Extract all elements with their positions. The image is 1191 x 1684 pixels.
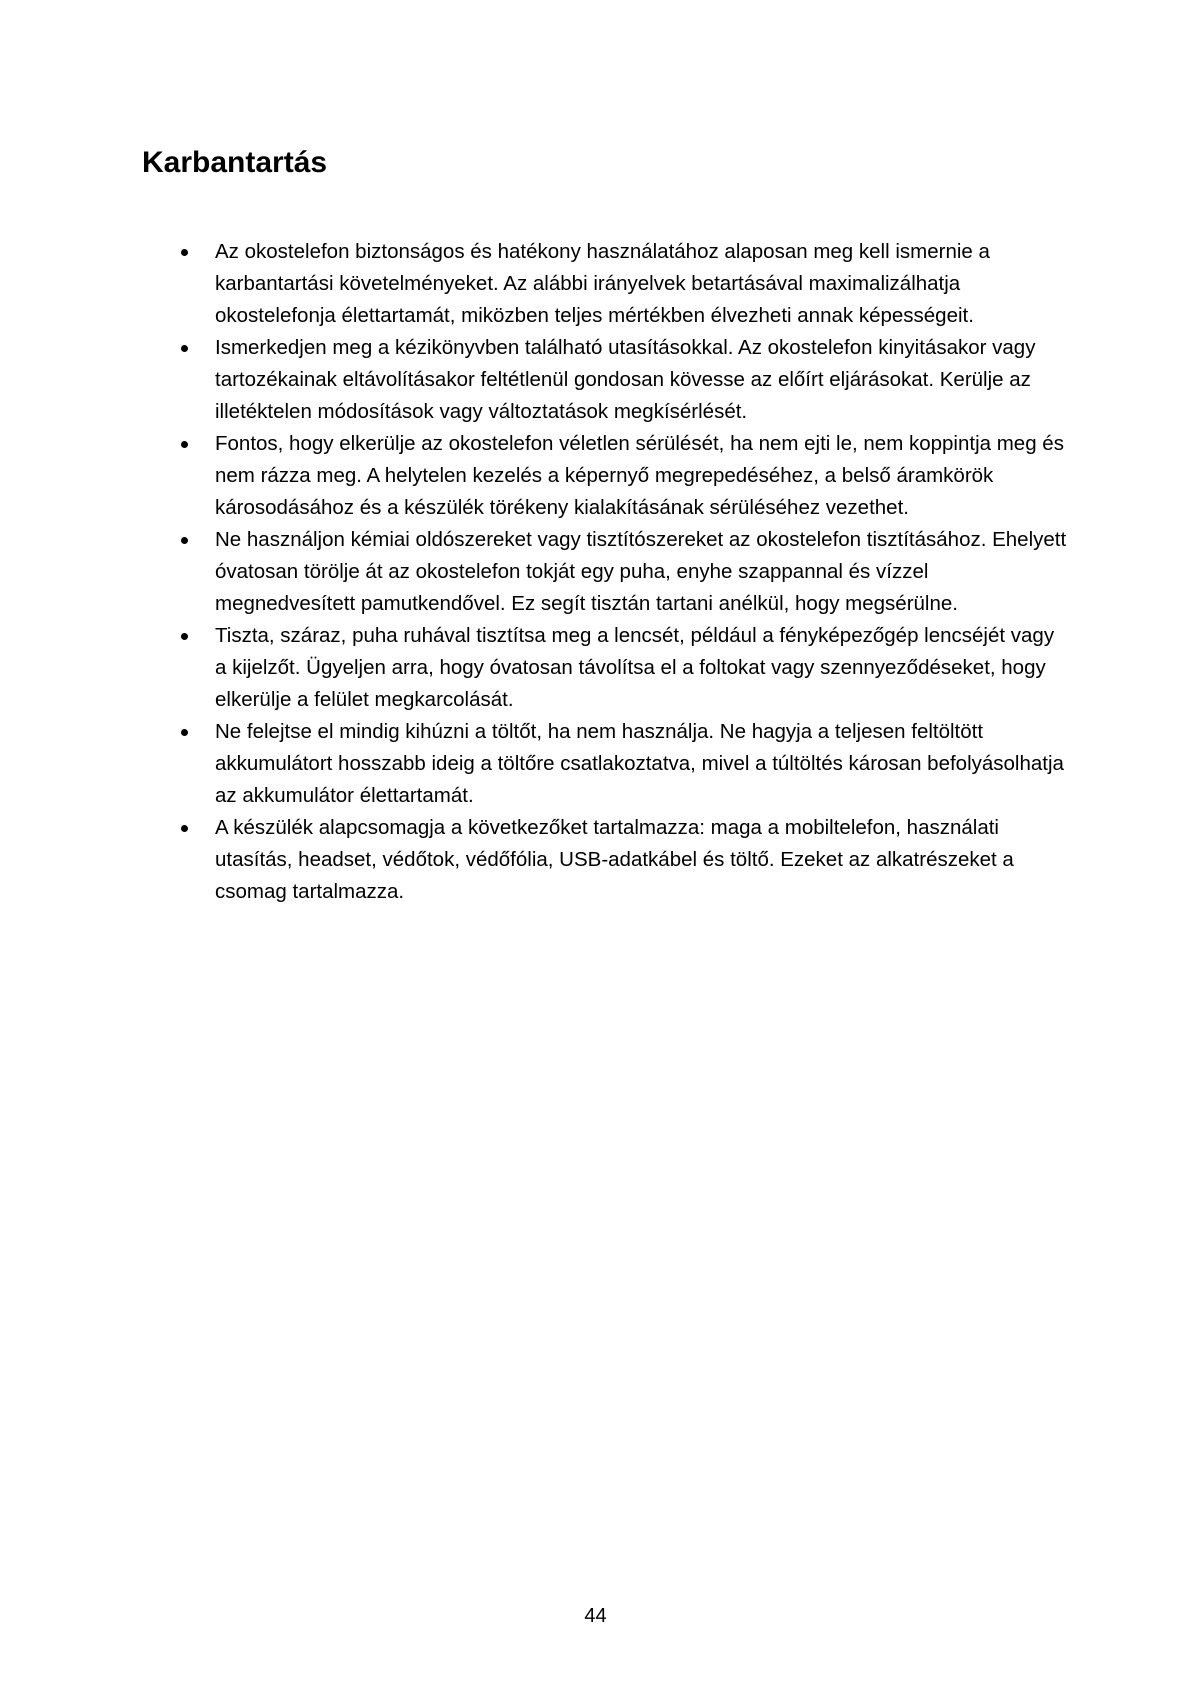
list-item-text: A készülék alapcsomagja a következőket tartalmazza: maga a mobiltelefon, használati utasítás, headset, védőtok, védőfólia, USB-adatkábel és töltő. Ezeket az alkatrészeket a csomag tartalmazza. [215,816,1014,903]
list-item [176,812,1071,908]
bullet-icon [181,249,188,256]
bullet-icon [181,729,188,736]
bullet-list [176,236,1071,908]
list-item [176,716,1071,812]
list-item-text: Fontos, hogy elkerülje az okostelefon véletlen sérülését, ha nem ejti le, nem koppintja meg és nem rázza meg. A helytelen kezelés a képernyő megrepedéséhez, a belső áramkörök károsodásához és a készülék törékeny kialakításának sérüléséhez vezethet. [215,432,1064,519]
bullet-icon [181,825,188,832]
list-item [176,236,1071,332]
bullet-icon [181,345,188,352]
bullet-icon [181,633,188,640]
bullet-icon [181,537,188,544]
page-number: 44 [584,1605,607,1627]
list-item-text: Tiszta, száraz, puha ruhával tisztítsa meg a lencsét, például a fényképezőgép lencséjét vagy a kijelzőt. Ügyeljen arra, hogy óvatosan távolítsa el a foltokat vagy szennyeződéseket, hogy elkerülje a felület megkarcolását. [215,624,1055,711]
list-item-text: Ne felejtse el mindig kihúzni a töltőt, ha nem használja. Ne hagyja a teljesen feltöltött akkumulátort hosszabb ideig a töltőre csatlakoztatva, mivel a túltöltés károsan befolyásolhatja az akkumulátor élettartamát. [215,720,1064,807]
bullet-icon [181,441,188,448]
list-item [176,332,1071,428]
list-item-text: Ismerkedjen meg a kézikönyvben található utasításokkal. Az okostelefon kinyitásakor vagy tartozékainak eltávolításakor feltétlenül gondosan kövesse az előírt eljárásokat. Kerülje az illetéktelen módosítások vagy változtatások megkísérlését. [215,336,1036,423]
list-item-text: Az okostelefon biztonságos és hatékony használatához alaposan meg kell ismernie a karbantartási követelményeket. Az alábbi irányelvek betartásával maximalizálhatja okostelefonja élettartamát, miközben teljes mértékben élvezheti annak képességeit. [215,240,990,327]
list-item [176,428,1071,524]
list-item-text: Ne használjon kémiai oldószereket vagy tisztítószereket az okostelefon tisztításához. Ehelyett óvatosan törölje át az okostelefon tokját egy puha, enyhe szappannal és vízzel megnedvesített pamutkendővel. Ez segít tisztán tartani anélkül, hogy megsérülne. [215,528,1067,615]
section-title: Karbantartás [142,146,328,179]
list-item [176,620,1071,716]
list-item [176,524,1071,620]
